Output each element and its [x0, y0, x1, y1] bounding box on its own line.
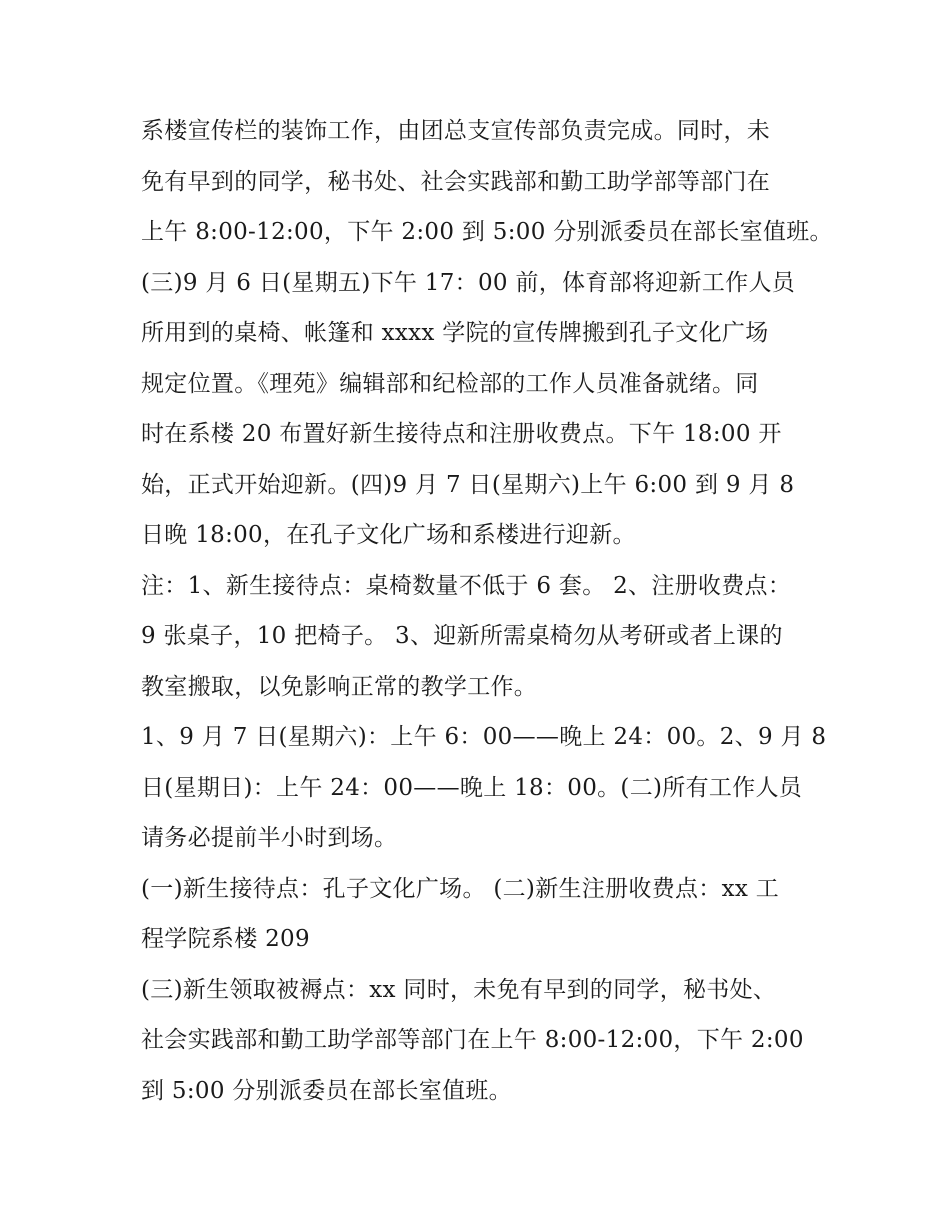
text-line: (三)9 月 6 日(星期五)下午 17：00 前，体育部将迎新工作人员	[141, 269, 796, 296]
text-line: 9 张桌子，10 把椅子。 3、迎新所需桌椅勿从考研或者上课的	[141, 623, 783, 649]
text-line: 1、9 月 7 日(星期六)：上午 6：00——晚上 24：00。2、9 月 8	[141, 724, 827, 750]
text-line: 日晚 18:00，在孔子文化广场和系楼进行迎新。	[141, 522, 636, 548]
document-body	[141, 106, 833, 1116]
text-line: 教室搬取，以免影响正常的教学工作。	[141, 673, 538, 700]
text-line: 时在系楼 20 布置好新生接待点和注册收费点。下午 18:00 开	[141, 421, 782, 447]
text-line: (一)新生接待点：孔子文化广场。 (二)新生注册收费点：xx 工	[141, 875, 780, 902]
text-line: 到 5:00 分别派委员在部长室值班。	[141, 1077, 512, 1104]
text-line: 注：1、新生接待点：桌椅数量不低于 6 套。 2、注册收费点：	[141, 572, 792, 599]
text-line: 免有早到的同学，秘书处、社会实践部和勤工助学部等部门在	[141, 168, 771, 195]
text-line: 上午 8:00-12:00，下午 2:00 到 5:00 分别派委员在部长室值班。	[141, 219, 833, 245]
text-line: 规定位置。《理苑》编辑部和纪检部的工作人员准备就绪。同	[141, 370, 759, 397]
text-line: 程学院系楼 209	[141, 926, 310, 952]
text-line: 所用到的桌椅、帐篷和 xxxx 学院的宣传牌搬到孔子文化广场	[141, 320, 769, 346]
text-line: (三)新生领取被褥点：xx 同时，未免有早到的同学，秘书处、	[141, 976, 777, 1003]
text-line: 日(星期日)：上午 24：00——晚上 18：00。(二)所有工作人员	[141, 774, 803, 801]
text-line: 请务必提前半小时到场。	[141, 825, 398, 851]
text-line: 始，正式开始迎新。(四)9 月 7 日(星期六)上午 6:00 到 9 月 8	[141, 471, 795, 498]
text-line: 社会实践部和勤工助学部等部门在上午 8:00-12:00，下午 2:00	[141, 1027, 804, 1053]
text-line: 系楼宣传栏的装饰工作，由团总支宣传部负责完成。同时，未	[141, 118, 771, 144]
